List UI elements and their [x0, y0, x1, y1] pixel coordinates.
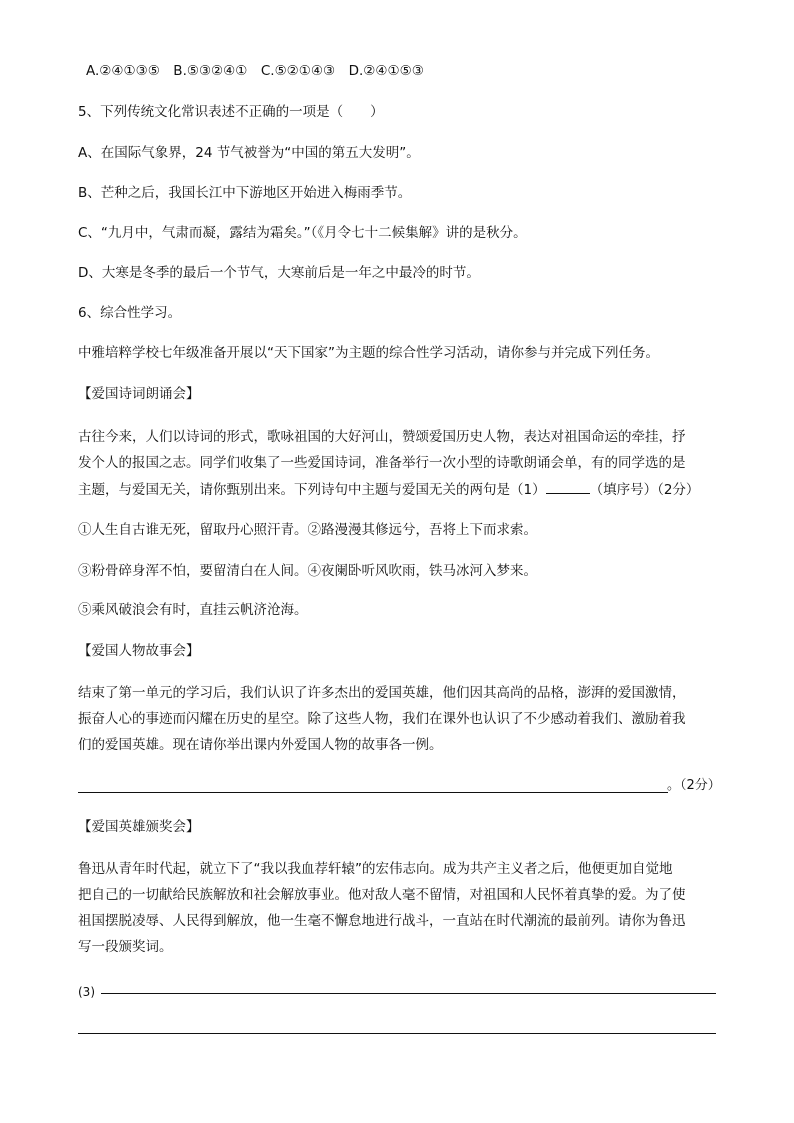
story-paragraph-line2: 振奋人心的事迹而闪耀在历史的星空。除了这些人物，我们在课外也认识了不少感动着我们、激励着我 — [78, 711, 686, 727]
story-answer-line[interactable] — [78, 792, 668, 793]
award-heading: 【爱国英雄颁奖会】 — [78, 819, 200, 835]
q6-stem: 6、综合性学习。 — [78, 305, 182, 321]
award-answer-line2[interactable] — [78, 1033, 716, 1034]
q6-intro: 中雅培粹学校七年级准备开展以“天下国家”为主题的综合性学习活动，请你参与并完成下列任务。 — [78, 345, 659, 361]
award-paragraph-line3: 祖国摆脱凌辱、人民得到解放，他一生毫不懈怠地进行战斗，一直站在时代潮流的最前列。请你为鲁迅 — [78, 913, 686, 929]
story-heading: 【爱国人物故事会】 — [78, 643, 200, 659]
poetry-question-text: 主题，与爱国无关，请你甄别出来。下列诗句中主题与爱国无关的两句是（1） — [78, 482, 546, 498]
poem-options-line2: ③粉骨碎身浑不怕，要留清白在人间。④夜阑卧听风吹雨，铁马冰河入梦来。 — [78, 563, 537, 579]
poem-options-line1: ①人生自古谁无死，留取丹心照汗青。②路漫漫其修远兮，吾将上下而求索。 — [78, 522, 537, 538]
poetry-paragraph-line2: 发个人的报国之志。同学们收集了一些爱国诗词，准备举行一次小型的诗歌朗诵会单，有的同学选的是 — [78, 455, 686, 471]
q5-option-d: D、大寒是冬季的最后一个节气，大寒前后是一年之中最冷的时节。 — [78, 265, 480, 281]
poetry-paragraph-line1: 古往今来，人们以诗词的形式，歌咏祖国的大好河山，赞颂爱国历史人物，表达对祖国命运的牵挂，抒 — [78, 429, 686, 445]
award-paragraph-line1: 鲁迅从青年时代起，就立下了“我以我血荐轩辕”的宏伟志向。成为共产主义者之后，他便更加自觉地 — [78, 861, 673, 877]
story-paragraph-line3: 们的爱国英雄。现在请你举出课内外爱国人物的故事各一例。 — [78, 737, 443, 753]
answer-blank-1[interactable] — [546, 479, 590, 494]
poetry-question-score: （填序号）（2分） — [589, 482, 700, 498]
award-paragraph-line2: 把自己的一切献给民族解放和社会解放事业。他对敌人毫不留情，对祖国和人民怀着真挚的爱。为了使 — [78, 887, 686, 903]
award-paragraph-line4: 写一段颁奖词。 — [78, 939, 173, 955]
q4-options: A.②④①③⑤ B.⑤③②④① C.⑤②①④③ D.②④①⑤③ — [86, 63, 424, 79]
poem-options-line3: ⑤乘风破浪会有时，直挂云帆济沧海。 — [78, 602, 308, 618]
poetry-paragraph-line3 — [78, 479, 718, 500]
q5-stem: 5、下列传统文化常识表述不正确的一项是（ ） — [78, 104, 384, 120]
poetry-heading: 【爱国诗词朗诵会】 — [78, 386, 200, 402]
q5-option-a: A、在国际气象界，24 节气被誉为“中国的第五大发明”。 — [78, 145, 420, 161]
q5-option-b: B、芒种之后，我国长江中下游地区开始进入梅雨季节。 — [78, 185, 412, 201]
story-paragraph-line1: 结束了第一单元的学习后，我们认识了许多杰出的爱国英雄，他们因其高尚的品格，澎湃的爱国激情， — [78, 685, 686, 701]
award-answer-line1[interactable] — [101, 993, 716, 994]
q5-option-c: C、“九月中，气肃而凝，露结为霜矣。”（《月令七十二候集解》讲的是秋分。 — [78, 225, 527, 241]
award-answer-label: (3) — [78, 985, 95, 999]
story-answer-score: 。（2分） — [667, 778, 721, 793]
